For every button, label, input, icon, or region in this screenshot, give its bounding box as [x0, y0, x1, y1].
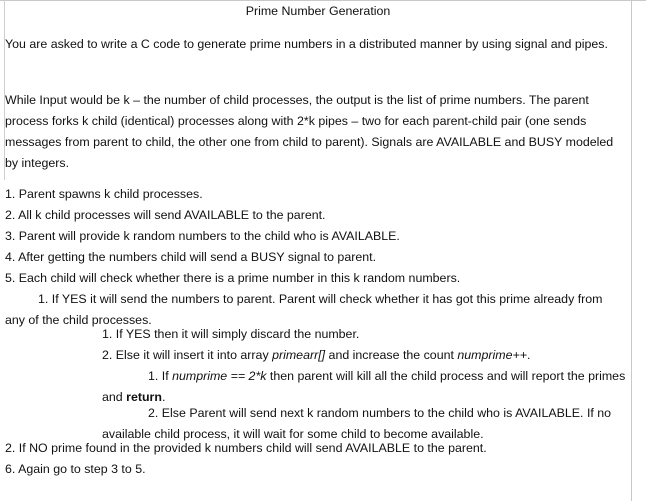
substep-insert-mid: and increase the count: [325, 348, 458, 362]
step-5: 5. Each child will check whether there is a prime number in this k random numbers.: [5, 271, 461, 285]
substep-yes: 1. If YES it will send the numbers to parent. Parent will check whether it has got this prime already from any of the child processes.: [5, 292, 603, 327]
step-3: 3. Parent will provide k random numbers to the child who is AVAILABLE.: [5, 229, 400, 243]
substep-insert: [102, 345, 530, 366]
substep-kill-suffix: .: [161, 390, 166, 404]
numprime-counter: numprime++: [457, 348, 527, 362]
step-4: 4. After getting the numbers child will send a BUSY signal to parent.: [5, 250, 377, 264]
substep-kill-prefix: 1. If: [148, 369, 173, 383]
primearr-name: primearr[]: [272, 348, 326, 362]
step-2: 2. All k child processes will send AVAILABLE to the parent.: [5, 208, 326, 222]
substep-discard: 1. If YES then it will simply discard the number.: [102, 327, 360, 341]
substep-insert-suffix: .: [526, 348, 531, 362]
substep-insert-prefix: 2. Else it will insert it into array: [102, 348, 273, 362]
numprime-condition: numprime == 2*k: [172, 369, 267, 383]
return-keyword: return: [126, 390, 162, 404]
step-no-prime: 2. If NO prime found in the provided k numbers child will send AVAILABLE to the parent.: [5, 441, 487, 455]
intro-paragraph: You are asked to write a C code to generate prime numbers in a distributed manner by using signal and pipes.: [5, 37, 608, 51]
step-1: 1. Parent spawns k child processes.: [5, 187, 203, 201]
substep-kill: [102, 366, 634, 408]
substep-kill-mid: then parent will kill all the child process and will report the primes and: [102, 369, 626, 404]
step-repeat: 6. Again go to step 3 to 5.: [5, 462, 146, 476]
description-paragraph: While Input would be k – the number of child processes, the output is the list of prime numbers. The parent process forks k child (identical) processes along with 2*k pipes – two for each parent-child pair (one sends messages from parent to child, the other one from child to parent). Signals are AVAILABLE and BUSY modeled by integers.: [5, 93, 614, 170]
document-title: Prime Number Generation: [245, 4, 391, 18]
substep-else-send: 2. Else Parent will send next k random numbers to the child who is AVAILABLE. If no available child process, it will wait for some child to become available.: [102, 406, 612, 441]
